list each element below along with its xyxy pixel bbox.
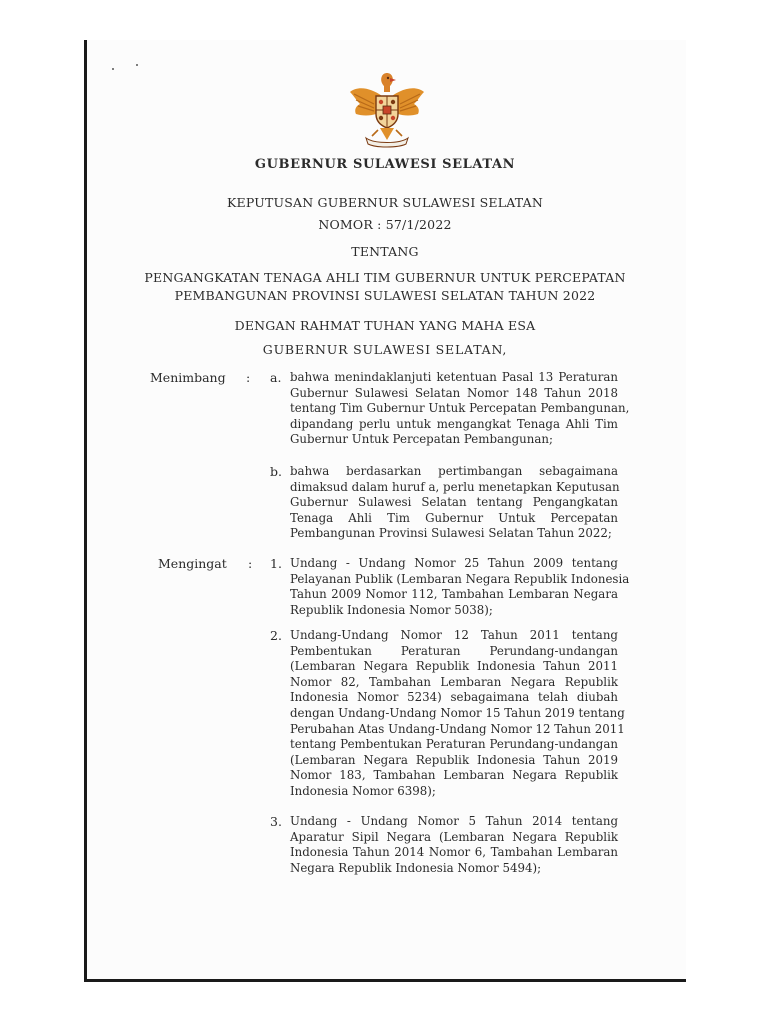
menimbang-label: Menimbang xyxy=(150,370,226,385)
mengingat-item-1 xyxy=(290,556,630,618)
text-line: (Lembaran Negara Republik Indonesia Tahun 2011 xyxy=(290,659,618,674)
text-line: Negara Republik Indonesia Nomor 5494); xyxy=(290,860,542,875)
scan-speck xyxy=(112,68,114,70)
menimbang-marker-a: a. xyxy=(270,370,282,385)
mengingat-marker-1: 1. xyxy=(270,556,282,571)
text-line: Pembentukan Peraturan Perundang-undangan xyxy=(290,643,618,658)
scan-speck xyxy=(136,64,138,66)
mengingat-item-2 xyxy=(290,628,625,800)
text-line: Indonesia Nomor 6398); xyxy=(290,783,436,798)
text-line: Tahun 2009 Nomor 112, Tambahan Lembaran Negara xyxy=(290,587,618,602)
text-line: Nomor 82, Tambahan Lembaran Negara Republik xyxy=(290,674,618,689)
text-line: Undang - Undang Nomor 25 Tahun 2009 tentang xyxy=(290,556,618,570)
text-line: dipandang perlu untuk mengangkat Tenaga Ahli Tim xyxy=(290,416,618,431)
text-line: Aparatur Sipil Negara (Lembaran Negara Republik xyxy=(290,829,618,844)
text-line: bahwa menindaklanjuti ketentuan Pasal 13 Peraturan xyxy=(290,370,618,384)
text-line: (Lembaran Negara Republik Indonesia Tahun 2019 xyxy=(290,752,618,767)
text-line: dimaksud dalam huruf a, perlu menetapkan Keputusan xyxy=(290,479,620,494)
mengingat-label: Mengingat xyxy=(158,556,227,571)
mengingat-marker-2: 2. xyxy=(270,628,282,643)
mengingat-colon: : xyxy=(248,556,253,571)
about-heading: TENTANG xyxy=(351,244,419,259)
text-line: Indonesia Tahun 2014 Nomor 6, Tambahan Lembaran xyxy=(290,845,618,860)
text-line: tentang Tim Gubernur Untuk Percepatan Pembangunan, xyxy=(290,401,630,416)
text-line: Nomor 183, Tambahan Lembaran Negara Republik xyxy=(290,768,618,783)
text-line: Gubernur Untuk Percepatan Pembangunan; xyxy=(290,432,553,447)
mengingat-marker-3: 3. xyxy=(270,814,282,829)
text-line: Indonesia Nomor 5234) sebagaimana telah diubah xyxy=(290,690,618,705)
text-line: Undang-Undang Nomor 12 Tahun 2011 tentang xyxy=(290,628,618,642)
issuer-title: GUBERNUR SULAWESI SELATAN xyxy=(254,157,516,172)
subject-line-1: PENGANGKATAN TENAGA AHLI TIM GUBERNUR UNTUK PERCEPATAN xyxy=(144,270,626,285)
text-line: Undang - Undang Nomor 5 Tahun 2014 tentang xyxy=(290,814,618,828)
decree-type: KEPUTUSAN GUBERNUR SULAWESI SELATAN xyxy=(227,195,543,210)
menimbang-item-a xyxy=(290,370,630,448)
subject-line-2: PEMBANGUNAN PROVINSI SULAWESI SELATAN TAHUN 2022 xyxy=(174,288,596,303)
text-line: Pembangunan Provinsi Sulawesi Selatan Tahun 2022; xyxy=(290,526,612,541)
text-line: Pelayanan Publik (Lembaran Negara Republik Indonesia xyxy=(290,571,630,586)
authority: GUBERNUR SULAWESI SELATAN, xyxy=(262,342,508,357)
text-line: Republik Indonesia Nomor 5038); xyxy=(290,602,493,617)
decree-number: NOMOR : 57/1/2022 xyxy=(318,217,452,232)
menimbang-colon: : xyxy=(246,370,251,385)
text-line: tentang Pembentukan Peraturan Perundang-undangan xyxy=(290,737,618,752)
text-line: bahwa berdasarkan pertimbangan sebagaimana xyxy=(290,464,618,478)
menimbang-item-b xyxy=(290,464,618,542)
text-line: Tenaga Ahli Tim Gubernur Untuk Percepatan xyxy=(290,510,618,525)
text-line: Gubernur Sulawesi Selatan tentang Pengangkatan xyxy=(290,495,618,510)
invocation: DENGAN RAHMAT TUHAN YANG MAHA ESA xyxy=(234,318,536,333)
garuda-emblem-icon xyxy=(346,70,428,152)
menimbang-marker-b: b. xyxy=(270,464,282,479)
text-line: dengan Undang-Undang Nomor 15 Tahun 2019 tentang xyxy=(290,705,625,720)
text-line: Perubahan Atas Undang-Undang Nomor 12 Tahun 2011 xyxy=(290,721,625,736)
mengingat-item-3 xyxy=(290,814,618,876)
text-line: Gubernur Sulawesi Selatan Nomor 148 Tahun 2018 xyxy=(290,385,618,400)
